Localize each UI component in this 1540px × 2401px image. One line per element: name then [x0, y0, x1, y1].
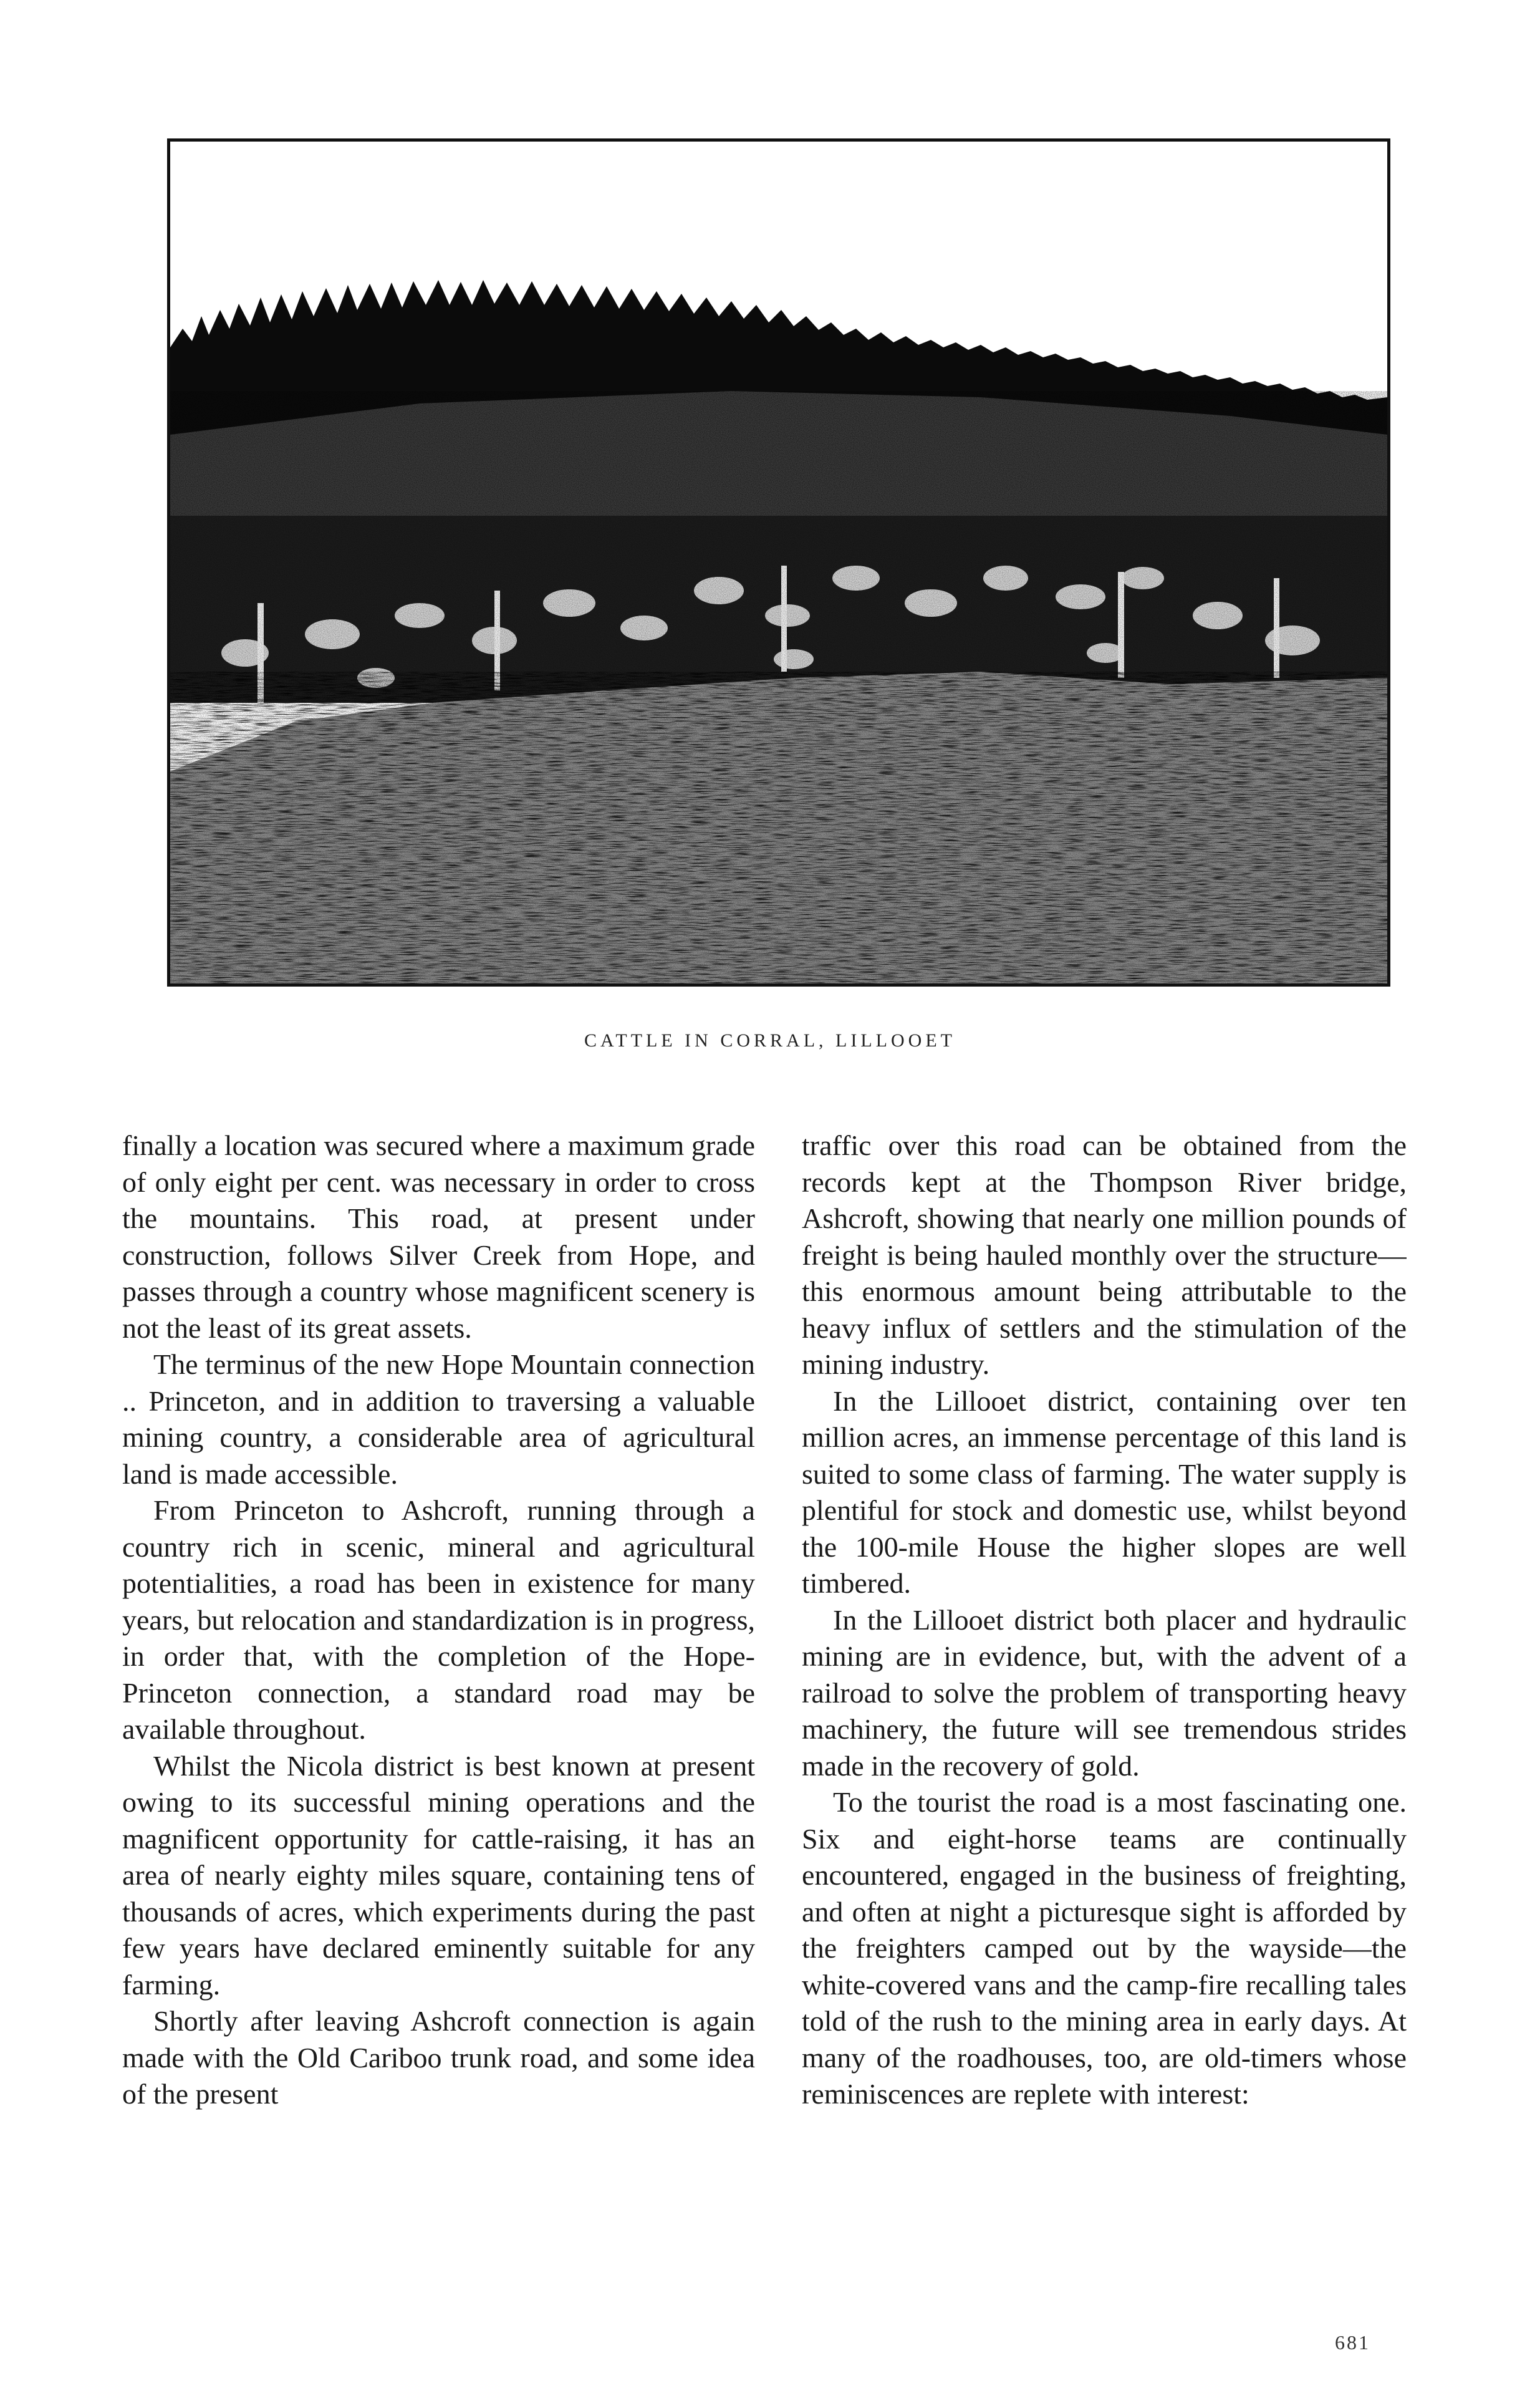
paragraph: traffic over this road can be obtained from the records kept at the Thompson River bridge, Ashcroft, showing that nearly one million pounds of freight is being hauled monthly over the structure—this enormous amount being attributable to the heavy influx of settlers and the stimulation of the mining industry.: [802, 1129, 1407, 1380]
photo-caption: CATTLE IN CORRAL, LILLOOET: [584, 1030, 956, 1051]
paragraph: The terminus of the new Hope Mountain connection .. Princeton, and in addition to traversing a valuable mining country, a considerable area of agricultural land is made accessible.: [122, 1348, 755, 1490]
paragraph: From Princeton to Ashcroft, running through a country rich in scenic, mineral and agricultural potentialities, a road has been in existence for many years, but relocation and standardization is in progress, in order that, with the completion of the Hope-Princeton connection, a standard road may be available throughout.: [122, 1494, 755, 1745]
left-column: [122, 1128, 755, 2312]
cattle-photo: [167, 138, 1390, 987]
paragraph: Shortly after leaving Ashcroft connection is again made with the Old Cariboo trunk road, and some idea of the present: [122, 2005, 755, 2110]
paragraph: finally a location was secured where a maximum grade of only eight per cent. was necessary in order to cross the mountains. This road, at present under construction, follows Silver Creek from Hope, and passes through a country whose magnificent scenery is not the least of its great assets.: [122, 1129, 755, 1344]
page-number: 681: [1335, 2331, 1370, 2354]
photo-halftone: [170, 142, 1387, 983]
right-column: [802, 1128, 1407, 2312]
paragraph: To the tourist the road is a most fascinating one. Six and eight-horse teams are continually encountered, engaged in the business of freighting, and often at night a picturesque sight is afforded by the freighters camped out by the wayside—the white-covered vans and the camp-fire recalling tales told of the rush to the mining area in early days. At many of the roadhouses, too, are old-timers whose reminiscences are replete with interest:: [802, 1786, 1407, 2110]
paragraph: In the Lillooet district, containing over ten million acres, an immense percentage of this land is suited to some class of farming. The water supply is plentiful for stock and domestic use, whilst beyond the 100-mile House the higher slopes are well timbered.: [802, 1384, 1407, 1599]
paragraph: In the Lillooet district both placer and hydraulic mining are in evidence, but, with the advent of a railroad to solve the problem of transporting heavy machinery, the future will see tremendous strides made in the recovery of gold.: [802, 1603, 1407, 1782]
paragraph: Whilst the Nicola district is best known at present owing to its successful mining operations and the magnificent opportunity for cattle-raising, it has an area of nearly eighty miles square, containing tens of thousands of acres, which experiments during the past few years have declared eminently suitable for any farming.: [122, 1749, 755, 2001]
